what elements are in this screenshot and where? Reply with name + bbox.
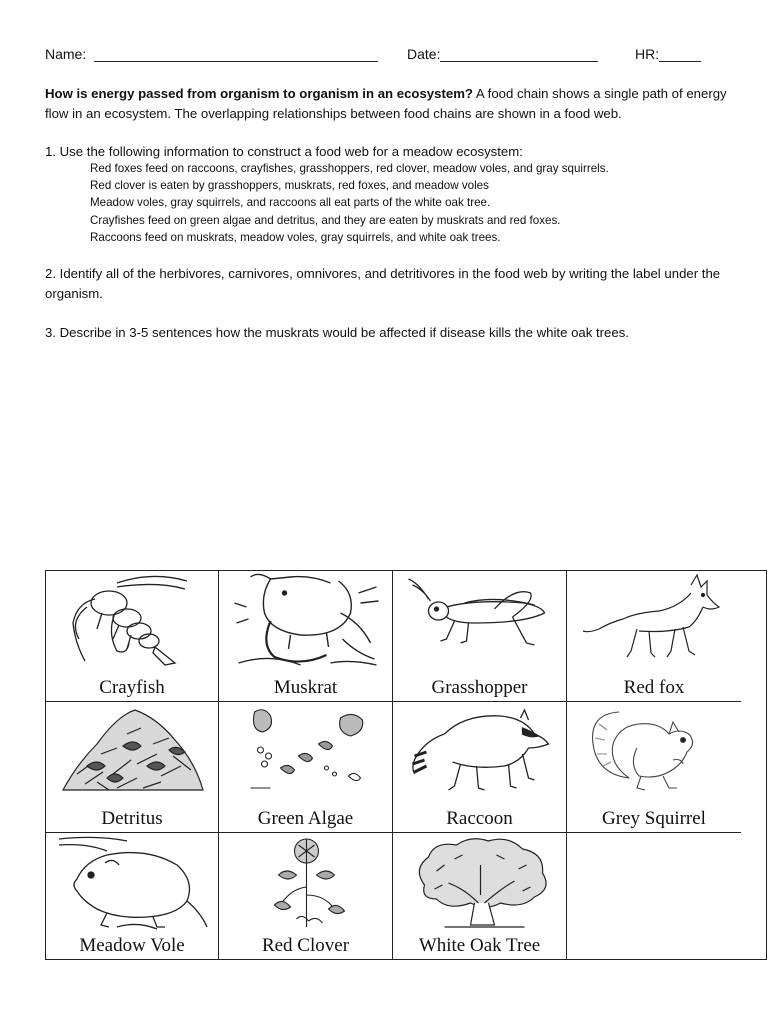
worksheet-header <box>45 46 725 66</box>
organism-label: Crayfish <box>99 677 165 698</box>
organism-label: Meadow Vole <box>79 935 185 956</box>
organism-label: Red Clover <box>261 935 350 956</box>
intro-paragraph <box>45 84 735 124</box>
hr-blank[interactable] <box>659 47 701 62</box>
date-blank[interactable] <box>440 47 598 62</box>
organism-label: Red fox <box>623 677 685 698</box>
organism-label: Raccoon <box>446 808 513 829</box>
organism-cell-green-algae <box>219 702 393 833</box>
intro-question: How is energy passed from organism to organism in an ecosystem? <box>45 86 473 101</box>
organism-cell-crayfish <box>46 571 219 702</box>
question-2: 2. Identify all of the herbivores, carnivores, omnivores, and detritivores in the food web by writing the label under the organism. <box>45 266 721 301</box>
organism-cell-grey-squirrel <box>567 702 741 833</box>
hr-label: HR: <box>635 46 660 62</box>
fact-line: Red foxes feed on raccoons, crayfishes, grasshoppers, red clover, meadow voles, and gray squirrels. <box>90 162 609 175</box>
raccoon-icon <box>401 704 558 800</box>
organism-label: Detritus <box>101 808 163 829</box>
organism-label: Green Algae <box>257 808 354 829</box>
organism-cell-red-clover <box>219 833 393 959</box>
organism-cell-muskrat <box>219 571 393 702</box>
organism-cell-grasshopper <box>393 571 567 702</box>
organism-cell-white-oak-tree <box>393 833 567 959</box>
crayfish-icon <box>54 573 210 669</box>
food-web-facts <box>90 160 730 246</box>
grasshopper-icon <box>401 573 558 669</box>
organism-label: Grey Squirrel <box>602 808 706 829</box>
name-field[interactable] <box>45 46 378 62</box>
red-fox-icon <box>575 573 733 669</box>
meadow-vole-icon <box>54 835 210 931</box>
question-1: 1. Use the following information to construct a food web for a meadow ecosystem: <box>45 144 523 159</box>
date-label: Date: <box>407 46 441 62</box>
fact-line: Meadow voles, gray squirrels, and raccoons all eat parts of the white oak tree. <box>90 196 491 210</box>
organism-label: White Oak Tree <box>418 935 541 956</box>
organism-label: Grasshopper <box>431 677 528 698</box>
empty-cell <box>567 833 741 959</box>
question-3: 3. Describe in 3-5 sentences how the muskrats would be affected if disease kills the white oak trees. <box>45 325 629 340</box>
fact-line: Raccoons feed on muskrats, meadow voles, gray squirrels, and white oak trees. <box>90 230 501 244</box>
date-field[interactable] <box>407 46 598 62</box>
detritus-icon <box>54 704 210 800</box>
grey-squirrel-icon <box>575 704 733 800</box>
organism-cell-detritus <box>46 702 219 833</box>
green-algae-icon <box>227 704 384 800</box>
organism-cell-meadow-vole <box>46 833 219 959</box>
organism-cell-raccoon <box>393 702 567 833</box>
organism-label: Muskrat <box>273 677 338 698</box>
muskrat-icon <box>227 573 384 669</box>
organism-grid <box>45 570 767 960</box>
fact-line: Red clover is eaten by grasshoppers, muskrats, red foxes, and meadow voles <box>90 179 489 193</box>
hr-field[interactable] <box>635 46 701 62</box>
name-blank[interactable] <box>94 47 378 62</box>
red-clover-icon <box>227 835 384 931</box>
white-oak-tree-icon <box>401 835 558 931</box>
intro-text: A food chain shows a single path of energy flow in an ecosystem. The overlapping relationships between food chains are shown in a food web. <box>45 86 727 121</box>
name-label: Name: <box>45 46 87 62</box>
fact-line: Crayfishes feed on green algae and detritus, and they are eaten by muskrats and red foxes. <box>90 213 561 227</box>
organism-cell-red-fox <box>567 571 741 702</box>
